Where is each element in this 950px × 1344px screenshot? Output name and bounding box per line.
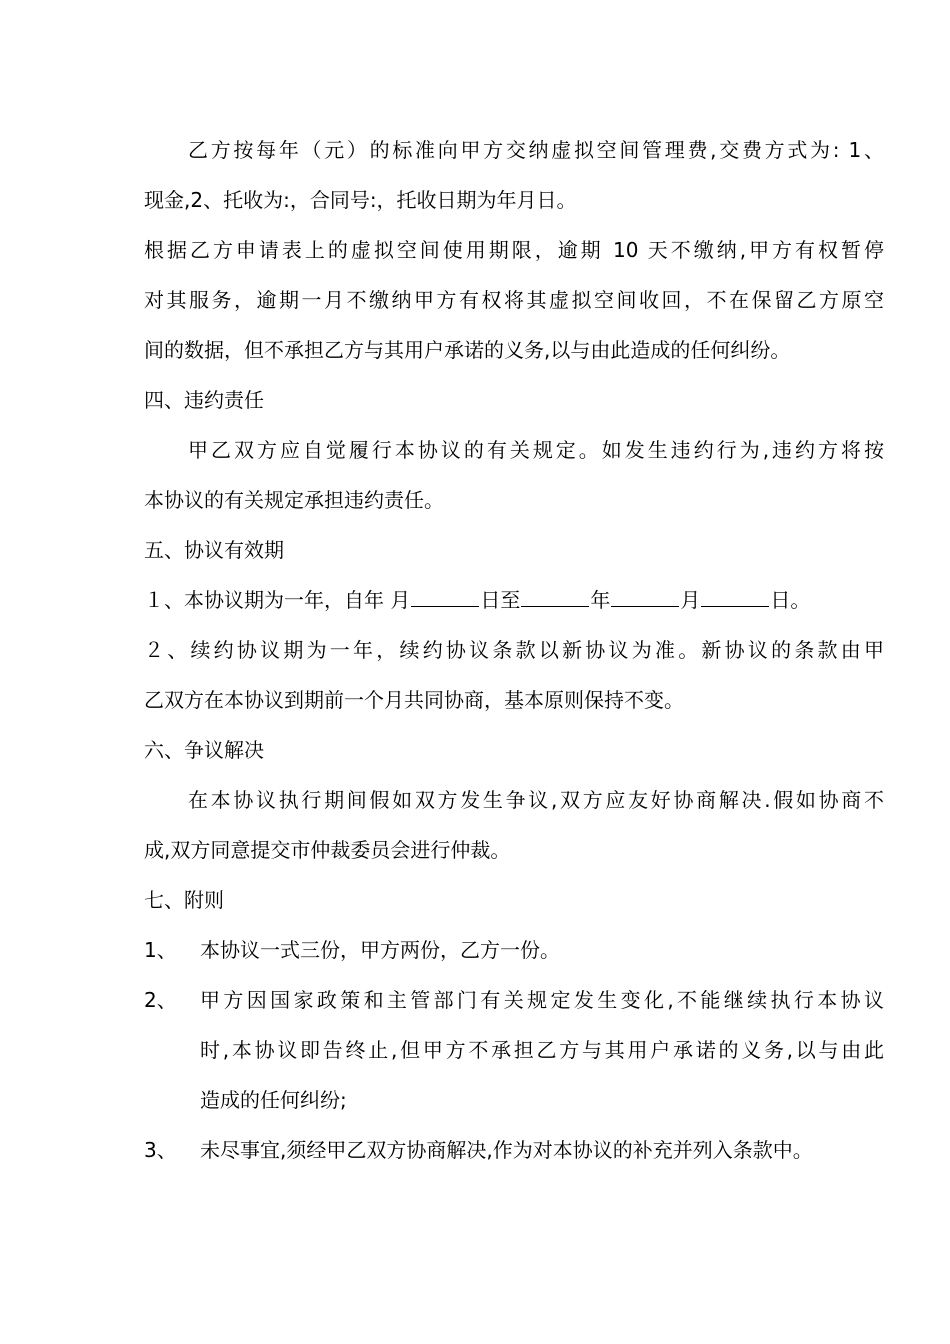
section4-line1: 甲乙双方应自觉履行本协议的有关规定。如发生违约行为,违约方将按 [188,438,884,462]
section4-heading: 四、违约责任 [144,388,264,412]
blank-line [411,586,479,607]
section7-item3-line1: 未尽事宜,须经甲乙双方协商解决,作为对本协议的补充并列入条款中。 [200,1138,813,1162]
paragraph-fee-line2: 现金,2、托收为:，合同号:，托收日期为年月日。 [144,188,577,212]
section5-item2-line1: ２、续约协议期为一年，续约协议条款以新协议为准。新协议的条款由甲 [144,638,884,662]
section7-item3-number: 3、 [144,1138,177,1162]
section4-line2: 本协议的有关规定承担违约责任。 [144,488,444,512]
section5-item1-part-d: 月 [680,588,701,612]
paragraph-fee-line1: 乙方按每年（元）的标准向甲方交纳虚拟空间管理费,交费方式为: 1、 [188,138,884,162]
section5-item1-part-a: １、本协议期为一年，自年 月 [144,588,411,612]
section6-heading: 六、争议解决 [144,738,264,762]
section7-heading: 七、附则 [144,888,224,912]
section6-line2: 成,双方同意提交市仲裁委员会进行仲裁。 [144,838,511,862]
section5-heading: 五、协议有效期 [144,538,284,562]
section6-line1: 在本协议执行期间假如双方发生争议,双方应友好协商解决.假如协商不 [188,788,884,812]
section7-item1-number: 1、 [144,938,177,962]
blank-line [521,586,589,607]
blank-line [701,586,769,607]
section5-item1 [144,586,884,614]
section5-item1-part-c: 年 [590,588,611,612]
section5-item1-part-e: 日。 [770,588,811,612]
section5-item1-part-b: 日至 [480,588,521,612]
paragraph-overdue-line2: 对其服务，逾期一月不缴纳甲方有权将其虚拟空间收回，不在保留乙方原空 [144,288,884,312]
section7-item2-line3: 造成的任何纠纷; [200,1088,347,1112]
section7-item1-line1: 本协议一式三份，甲方两份，乙方一份。 [200,938,560,962]
section7-item2-line1: 甲方因国家政策和主管部门有关规定发生变化,不能继续执行本协议 [200,988,884,1012]
paragraph-overdue-line3: 间的数据，但不承担乙方与其用户承诺的义务,以与由此造成的任何纠纷。 [144,338,791,362]
section7-item2-line2: 时,本协议即告终止,但甲方不承担乙方与其用户承诺的义务,以与由此 [200,1038,884,1062]
section7-item2-number: 2、 [144,988,177,1012]
section5-item2-line2: 乙双方在本协议到期前一个月共同协商，基本原则保持不变。 [144,688,684,712]
paragraph-overdue-line1: 根据乙方申请表上的虚拟空间使用期限，逾期 10 天不缴纳,甲方有权暂停 [144,238,884,262]
blank-line [611,586,679,607]
